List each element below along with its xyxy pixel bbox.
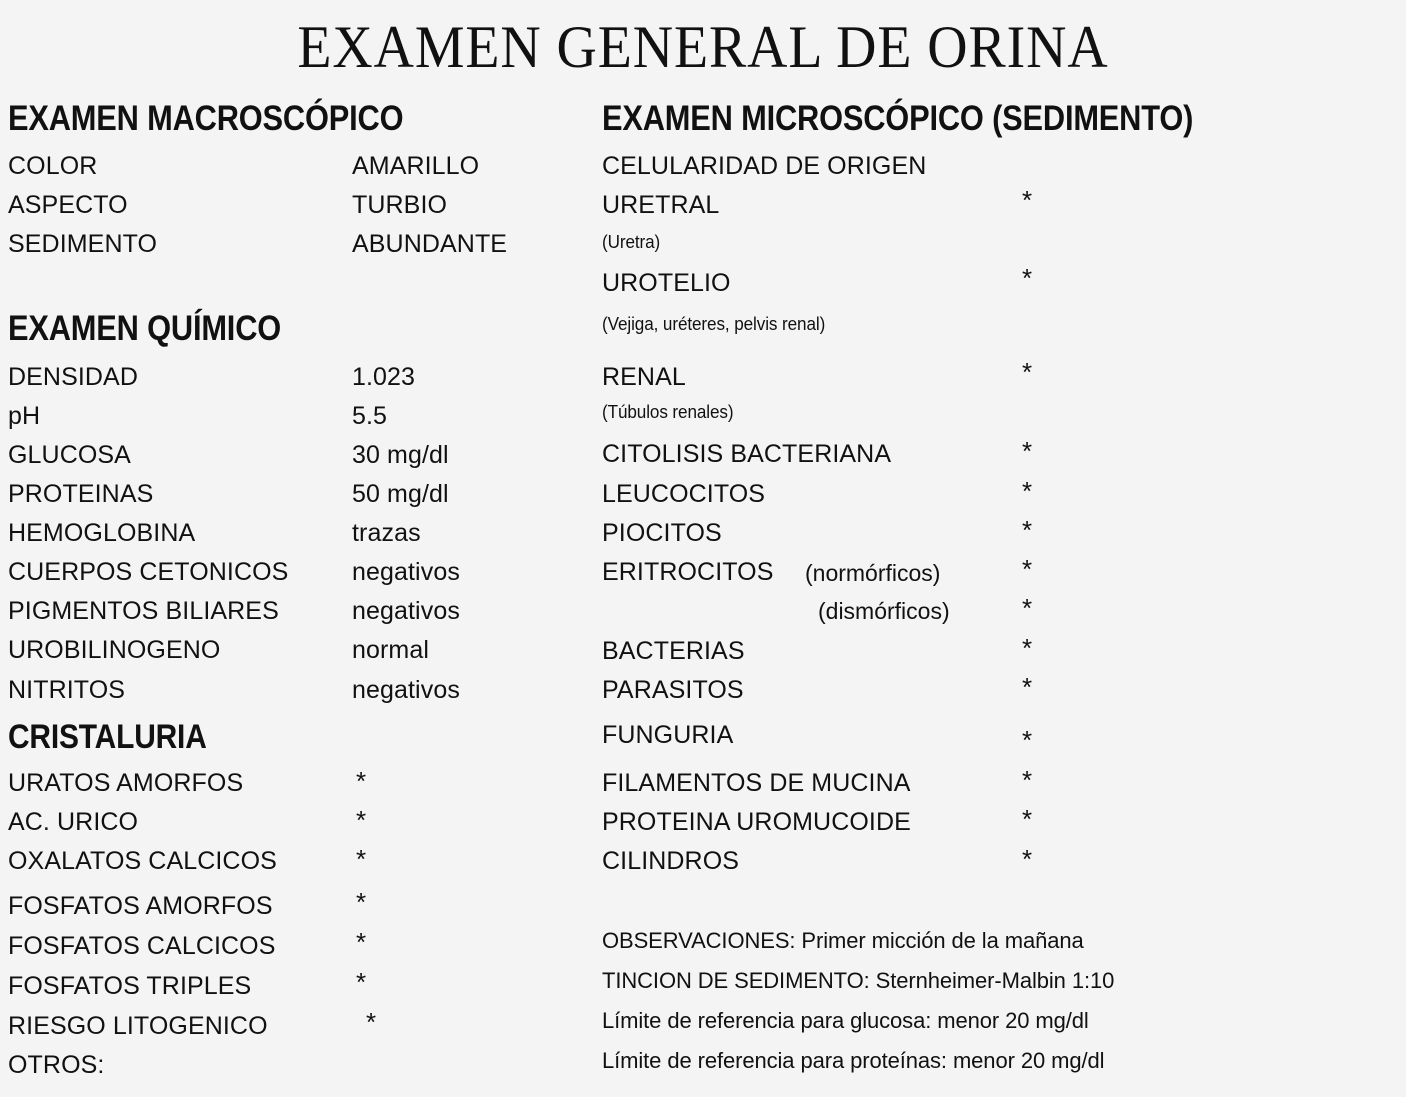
row-value-fosfatos-amorfos: * <box>356 887 367 917</box>
row-value-filamentos-de-mucina: * <box>1022 765 1033 795</box>
row-label-glucosa: GLUCOSA <box>8 441 131 469</box>
row-label-pigmentos-biliares: PIGMENTOS BILIARES <box>8 597 279 625</box>
row-label-uretral: URETRAL <box>602 191 720 219</box>
row-label-renal: RENAL <box>602 363 686 391</box>
row-label-celularidad-de-origen: CELULARIDAD DE ORIGEN <box>602 152 927 180</box>
row-value-sedimento: ABUNDANTE <box>352 230 508 258</box>
row-value-funguria: * <box>1022 725 1033 755</box>
note-limite-glucosa: Límite de referencia para glucosa: menor 20 mg/dl <box>602 1008 1089 1033</box>
row-label-urotelio: UROTELIO <box>602 269 731 297</box>
row-value-riesgo-litogenico: * <box>366 1007 377 1037</box>
row-label-oxalatos-calcicos: OXALATOS CALCICOS <box>8 847 277 875</box>
row-value-nitritos: negativos <box>352 676 460 704</box>
page-title: EXAMEN GENERAL DE ORINA <box>297 14 1109 80</box>
note-observaciones-label: OBSERVACIONES: <box>602 928 796 953</box>
row-paren-eritrocitos-dismorficos: (dismórficos) <box>818 598 950 624</box>
row-value-eritrocitos-normorficos: * <box>1022 554 1033 584</box>
row-value-ac-urico: * <box>356 805 367 835</box>
row-value-cilindros: * <box>1022 844 1033 874</box>
row-value-piocitos: * <box>1022 515 1033 545</box>
row-value-color: AMARILLO <box>352 152 480 180</box>
row-label-otros: OTROS: <box>8 1051 105 1079</box>
row-paren-eritrocitos-normorficos: (normórficos) <box>805 560 941 586</box>
note-observaciones <box>602 928 1084 953</box>
row-label-color: COLOR <box>8 152 98 180</box>
row-label-proteinas: PROTEINAS <box>8 480 154 508</box>
row-value-aspecto: TURBIO <box>352 191 448 219</box>
row-label-hemoglobina: HEMOGLOBINA <box>8 519 196 547</box>
row-value-fosfatos-calcicos: * <box>356 927 367 957</box>
row-label-bacterias: BACTERIAS <box>602 637 745 665</box>
section-heading-macroscopic: EXAMEN MACROSCÓPICO <box>8 99 404 138</box>
row-value-ph: 5.5 <box>352 402 388 430</box>
row-value-densidad: 1.023 <box>352 363 416 391</box>
row-label-piocitos: PIOCITOS <box>602 519 722 547</box>
row-value-bacterias: * <box>1022 633 1033 663</box>
row-value-urobilinogeno: normal <box>352 636 430 664</box>
row-sublabel-uretral: (Uretra) <box>602 232 661 252</box>
row-label-cilindros: CILINDROS <box>602 847 740 875</box>
row-label-fosfatos-triples: FOSFATOS TRIPLES <box>8 972 252 1000</box>
row-label-riesgo-litogenico: RIESGO LITOGENICO <box>8 1012 268 1040</box>
row-value-pigmentos-biliares: negativos <box>352 597 460 625</box>
row-value-citolisis-bacteriana: * <box>1022 436 1033 466</box>
row-label-ac-urico: AC. URICO <box>8 808 139 836</box>
row-value-proteina-uromucoide: * <box>1022 804 1033 834</box>
note-tincion-value: Sternheimer-Malbin 1:10 <box>875 968 1115 993</box>
row-value-leucocitos: * <box>1022 476 1033 506</box>
section-heading-chemical: EXAMEN QUÍMICO <box>8 309 282 348</box>
row-sublabel-urotelio: (Vejiga, uréteres, pelvis renal) <box>602 314 826 334</box>
row-value-oxalatos-calcicos: * <box>356 844 367 874</box>
row-label-urobilinogeno: UROBILINOGENO <box>8 636 221 664</box>
row-value-parasitos: * <box>1022 672 1033 702</box>
note-limite-proteinas: Límite de referencia para proteínas: menor 20 mg/dl <box>602 1048 1105 1073</box>
row-value-renal: * <box>1022 357 1033 387</box>
section-heading-microscopic: EXAMEN MICROSCÓPICO (SEDIMENTO) <box>602 99 1194 138</box>
row-label-proteina-uromucoide: PROTEINA UROMUCOIDE <box>602 808 911 836</box>
row-label-filamentos-de-mucina: FILAMENTOS DE MUCINA <box>602 769 911 797</box>
row-label-fosfatos-amorfos: FOSFATOS AMORFOS <box>8 892 273 920</box>
row-sublabel-renal: (Túbulos renales) <box>602 402 734 422</box>
row-label-parasitos: PARASITOS <box>602 676 744 704</box>
row-label-sedimento: SEDIMENTO <box>8 230 158 258</box>
row-label-uratos-amorfos: URATOS AMORFOS <box>8 769 244 797</box>
row-value-fosfatos-triples: * <box>356 967 367 997</box>
row-label-aspecto: ASPECTO <box>8 191 128 219</box>
row-value-proteinas: 50 mg/dl <box>352 480 449 508</box>
note-tincion <box>602 968 1114 993</box>
row-label-eritrocitos: ERITROCITOS <box>602 558 774 586</box>
row-value-urotelio: * <box>1022 263 1033 293</box>
row-label-fosfatos-calcicos: FOSFATOS CALCICOS <box>8 932 276 960</box>
row-label-leucocitos: LEUCOCITOS <box>602 480 766 508</box>
row-value-cuerpos-cetonicos: negativos <box>352 558 460 586</box>
row-value-hemoglobina: trazas <box>352 519 421 547</box>
row-value-uretral: * <box>1022 185 1033 215</box>
note-tincion-label: TINCION DE SEDIMENTO: <box>602 968 870 993</box>
row-value-glucosa: 30 mg/dl <box>352 441 449 469</box>
row-value-eritrocitos-dismorficos: * <box>1022 593 1033 623</box>
row-label-cuerpos-cetonicos: CUERPOS CETONICOS <box>8 558 289 586</box>
note-observaciones-value: Primer micción de la mañana <box>801 928 1084 953</box>
row-label-nitritos: NITRITOS <box>8 676 126 704</box>
row-label-citolisis-bacteriana: CITOLISIS BACTERIANA <box>602 440 892 468</box>
section-heading-crystalluria: CRISTALURIA <box>8 718 207 756</box>
row-label-funguria: FUNGURIA <box>602 721 734 749</box>
row-label-ph: pH <box>8 402 41 430</box>
row-label-densidad: DENSIDAD <box>8 363 138 391</box>
row-value-uratos-amorfos: * <box>356 766 367 796</box>
